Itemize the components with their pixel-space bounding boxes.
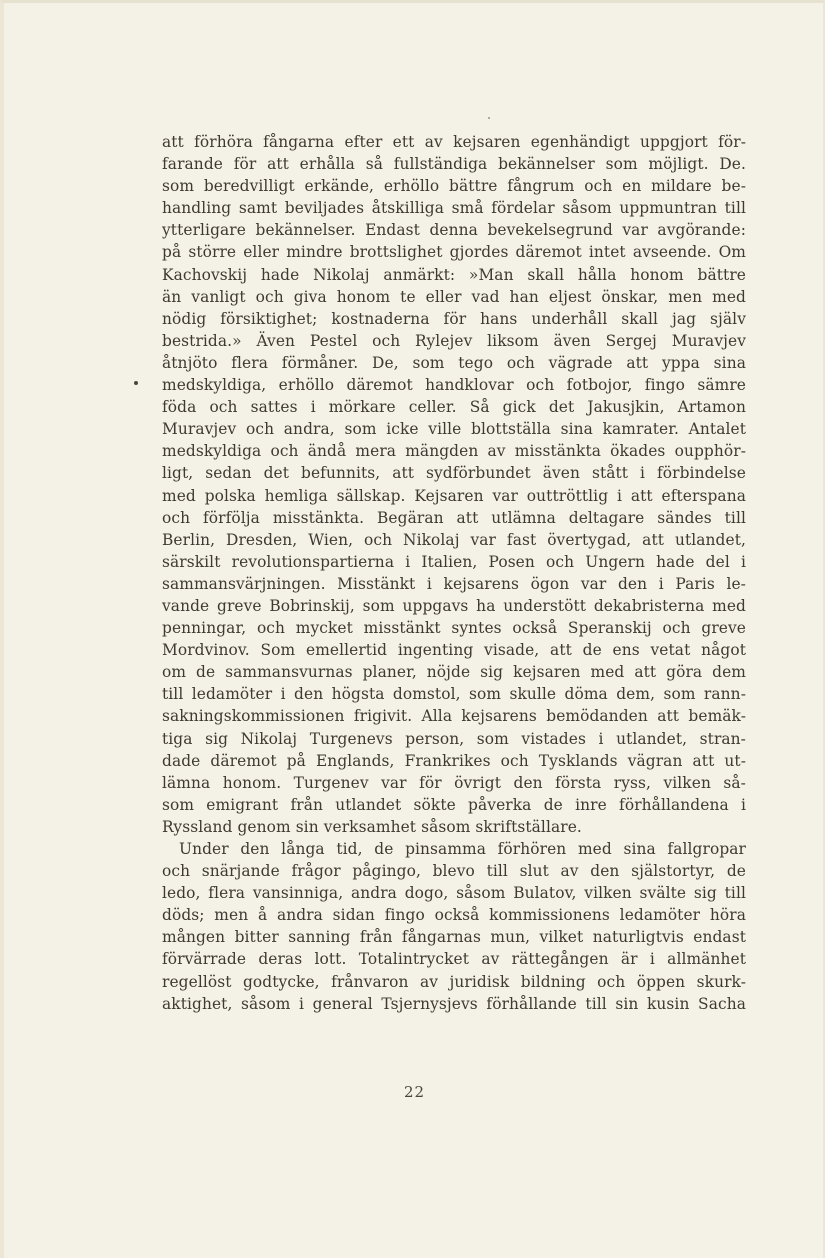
text-line: på större eller mindre brottslighet gjordes däremot intet avseende. Om: [162, 243, 746, 262]
text-line: mången bitter sanning från fångarnas mun, vilket naturligtvis endast: [162, 928, 746, 947]
text-line: lämna honom. Turgenev var för övrigt den första ryss, vilken så-: [162, 773, 746, 792]
text-line: Berlin, Dresden, Wien, och Nikolaj var fast övertygad, att utlandet,: [162, 530, 746, 549]
text-line: att förhöra fångarna efter ett av kejsaren egenhändigt uppgjort för-: [162, 133, 746, 151]
text-line: medskyldiga och ändå mera mängden av misstänkta ökades oupphör-: [162, 442, 746, 461]
text-line: vande greve Bobrinskij, som uppgavs ha understött dekabristerna med: [162, 596, 746, 615]
text-line: döds; men å andra sidan fingo också kommissionens ledamöter höra: [162, 906, 746, 925]
text-line: till ledamöter i den högsta domstol, som skulle döma dem, som rann-: [162, 685, 746, 704]
text-line: särskilt revolutionspartierna i Italien, Posen och Ungern hade del i: [162, 552, 746, 571]
text-line: ligt, sedan det befunnits, att sydförbundet även stått i förbindelse: [162, 464, 746, 483]
text-line: förvärrade deras lott. Totalintrycket av rättegången är i allmänhet: [162, 950, 746, 969]
paper-speck: [488, 117, 490, 119]
text-line: Muravjev och andra, som icke ville blottställa sina kamrater. Antalet: [162, 420, 746, 439]
ink-mark: [134, 381, 138, 385]
text-line: regellöst godtycke, frånvaron av juridisk bildning och öppen skurk-: [162, 972, 746, 991]
text-line: med polska hemliga sällskap. Kejsaren var outtröttlig i att efterspana: [162, 486, 746, 505]
text-line: sammansvärjningen. Misstänkt i kejsarens ögon var den i Paris le-: [162, 574, 746, 593]
text-line: tiga sig Nikolaj Turgenevs person, som vistades i utlandet, stran-: [162, 729, 746, 748]
text-line: dade däremot på Englands, Frankrikes och Tysklands vägran att ut-: [162, 751, 746, 770]
text-line: som emigrant från utlandet sökte påverka de inre förhållandena i: [162, 795, 746, 814]
text-line: åtnjöto flera förmåner. De, som tego och vägrade att yppa sina: [162, 353, 746, 372]
text-line: föda och sattes i mörkare celler. Så gick det Jakusjkin, Artamon: [162, 398, 746, 417]
text-line: handling samt beviljades åtskilliga små fördelar såsom uppmuntran till: [162, 199, 746, 218]
text-line: Under den långa tid, de pinsamma förhören med sina fallgropar: [179, 840, 746, 858]
text-line: Mordvinov. Som emellertid ingenting visade, att de ens vetat något: [162, 641, 746, 660]
text-line: Kachovskij hade Nikolaj anmärkt: »Man skall hålla honom bättre: [162, 265, 746, 284]
page-number: 22: [404, 1083, 426, 1101]
text-line: sakningskommissionen frigivit. Alla kejsarens bemödanden att bemäk-: [162, 707, 746, 726]
text-line: penningar, och mycket misstänkt syntes också Speranskij och greve: [162, 619, 746, 638]
body-text: [162, 131, 746, 1015]
text-line: ytterligare bekännelser. Endast denna bevekelsegrund var avgörande:: [162, 221, 746, 240]
text-line: och förfölja misstänkta. Begäran att utlämna deltagare sändes till: [162, 508, 746, 527]
text-line: om de sammansvurnas planer, nöjde sig kejsaren med att göra dem: [162, 663, 746, 682]
text-line: farande för att erhålla så fullständiga bekännelser som möjligt. De.: [162, 155, 746, 174]
text-line: än vanligt och giva honom te eller vad han eljest önskar, men med: [162, 287, 746, 306]
text-line: nödig försiktighet; kostnaderna för hans underhåll skall jag själv: [162, 309, 746, 328]
text-line: aktighet, såsom i general Tsjernysjevs förhållande till sin kusin Sacha: [162, 994, 746, 1013]
text-line: och snärjande frågor pågingo, blevo till slut av den själstortyr, de: [162, 862, 746, 881]
text-line: medskyldiga, erhöllo däremot handklovar och fotbojor, fingo sämre: [162, 376, 746, 395]
text-line: som beredvilligt erkände, erhöllo bättre fångrum och en mildare be-: [162, 177, 746, 196]
text-line: bestrida.» Även Pestel och Rylejev liksom även Sergej Muravjev: [162, 331, 746, 350]
text-line: ledo, flera vansinniga, andra dogo, såsom Bulatov, vilken svälte sig till: [162, 884, 746, 903]
text-line: Ryssland genom sin verksamhet såsom skriftställare.: [162, 817, 582, 836]
